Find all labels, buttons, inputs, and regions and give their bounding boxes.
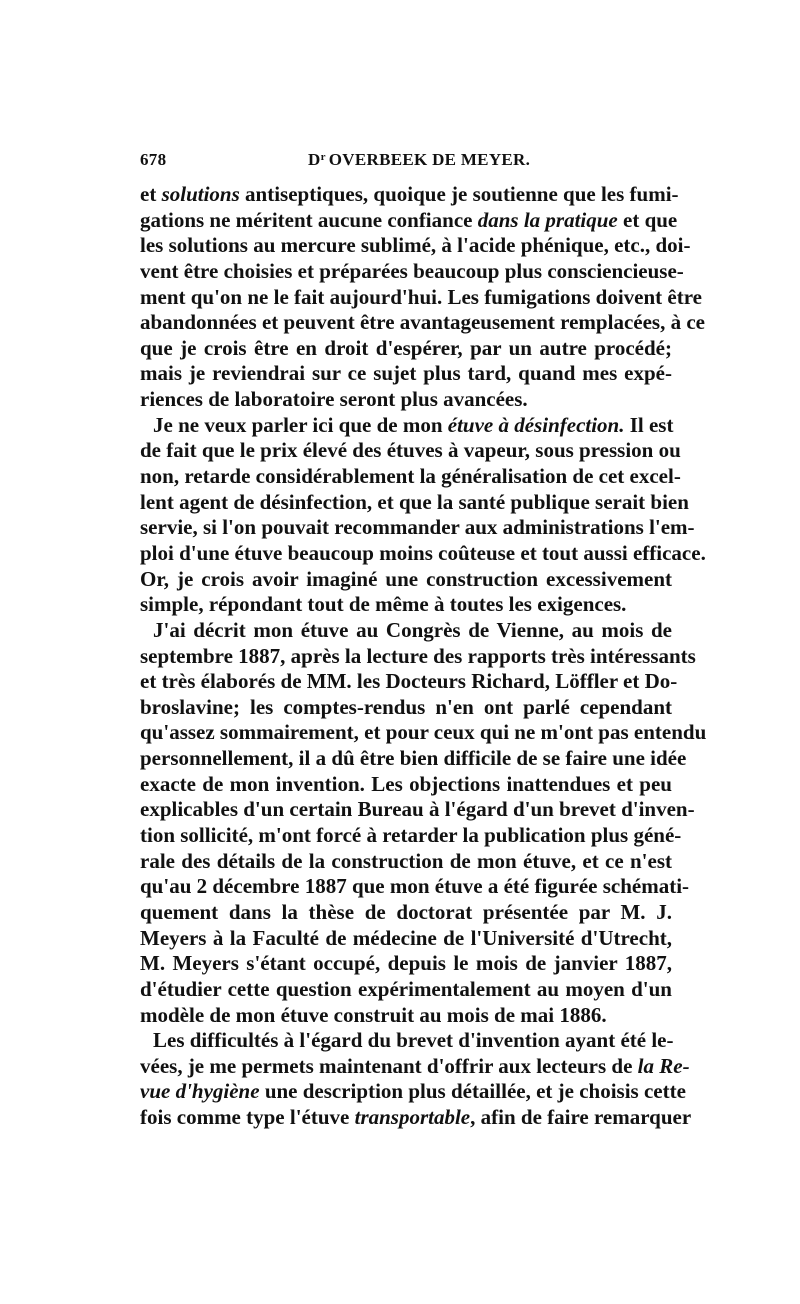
text-line: servie, si l'on pouvait recommander aux administrations l'em-: [140, 515, 695, 540]
text-line: rale des détails de la construction de mon étuve, et ce n'est: [140, 848, 672, 873]
page-number: 678: [140, 150, 167, 169]
text-line: explicables d'un certain Bureau à l'égard d'un brevet d'inven-: [140, 797, 695, 822]
text-line: fois comme type l'étuve transportable, afin de faire remarquer: [140, 1105, 692, 1130]
text-line: Je ne veux parler ici que de mon étuve à désinfection. Il est: [153, 412, 674, 437]
text-line: exacte de mon invention. Les objections inattendues et peu: [140, 771, 672, 796]
text-line: tion sollicité, m'ont forcé à retarder la publication plus géné-: [140, 823, 682, 848]
text-line: et solutions antiseptiques, quoique je soutienne que les fumi-: [140, 182, 679, 206]
text-line: vées, je me permets maintenant d'offrir aux lecteurs de la Re-: [140, 1053, 690, 1078]
text-line: modèle de mon étuve construit au mois de mai 1886.: [140, 1002, 607, 1027]
text-line: personnellement, il a dû être bien difficile de se faire une idée: [140, 746, 687, 771]
text-line: vue d'hygiène une description plus détaillée, et je choisis cette: [140, 1079, 686, 1104]
text-line: qu'au 2 décembre 1887 que mon étuve a été figurée schémati-: [140, 874, 690, 899]
body-text: [140, 182, 707, 1182]
text-line: mais je reviendrai sur ce sujet plus tard, quand mes expé-: [140, 361, 672, 386]
text-line: septembre 1887, après la lecture des rapports très intéressants: [140, 643, 696, 668]
text-line: quement dans la thèse de doctorat présentée par M. J.: [140, 899, 672, 924]
text-line: et très élaborés de MM. les Docteurs Richard, Löffler et Do-: [140, 669, 678, 694]
text-line: broslavine; les comptes-rendus n'en ont parlé cependant: [140, 694, 672, 719]
text-line: ment qu'on ne le fait aujourd'hui. Les fumigations doivent être: [140, 284, 702, 309]
text-line: gations ne méritent aucune confiance dans la pratique et que: [140, 207, 678, 232]
text-line: qu'assez sommairement, et pour ceux qui ne m'ont pas entendu: [140, 720, 707, 745]
text-line: ploi d'une étuve beaucoup moins coûteuse et tout aussi efficace.: [140, 540, 706, 565]
text-line: J'ai décrit mon étuve au Congrès de Vienne, au mois de: [153, 617, 672, 642]
running-head-sup: r: [320, 151, 326, 163]
text-line: lent agent de désinfection, et que la santé publique serait bien: [140, 489, 689, 514]
text-line: Les difficultés à l'égard du brevet d'invention ayant été le-: [153, 1028, 674, 1053]
text-line: riences de laboratoire seront plus avancées.: [140, 387, 528, 412]
text-line: d'étudier cette question expérimentalement au moyen d'un: [140, 976, 672, 1001]
text-line: Or, je crois avoir imaginé une construction excessivement: [140, 566, 672, 591]
text-line: que je crois être en droit d'espérer, par un autre procédé;: [140, 335, 672, 360]
text-line: de fait que le prix élevé des étuves à vapeur, sous pression ou: [140, 438, 681, 463]
text-line: les solutions au mercure sublimé, à l'acide phénique, etc., doi-: [140, 233, 691, 258]
text-line: non, retarde considérablement la généralisation de cet excel-: [140, 464, 681, 489]
running-head: [308, 150, 530, 170]
text-line: simple, répondant tout de même à toutes les exigences.: [140, 592, 627, 617]
running-head-prefix: D: [308, 150, 321, 169]
text-line: M. Meyers s'étant occupé, depuis le mois de janvier 1887,: [140, 951, 672, 976]
page-header: [140, 150, 672, 176]
text-line: abandonnées et peuvent être avantageusement remplacées, à ce: [140, 310, 705, 335]
running-head-title: OVERBEEK DE MEYER.: [328, 150, 531, 169]
text-line: Meyers à la Faculté de médecine de l'Université d'Utrecht,: [140, 925, 672, 950]
text-line: vent être choisies et préparées beaucoup plus consciencieuse-: [140, 258, 684, 283]
